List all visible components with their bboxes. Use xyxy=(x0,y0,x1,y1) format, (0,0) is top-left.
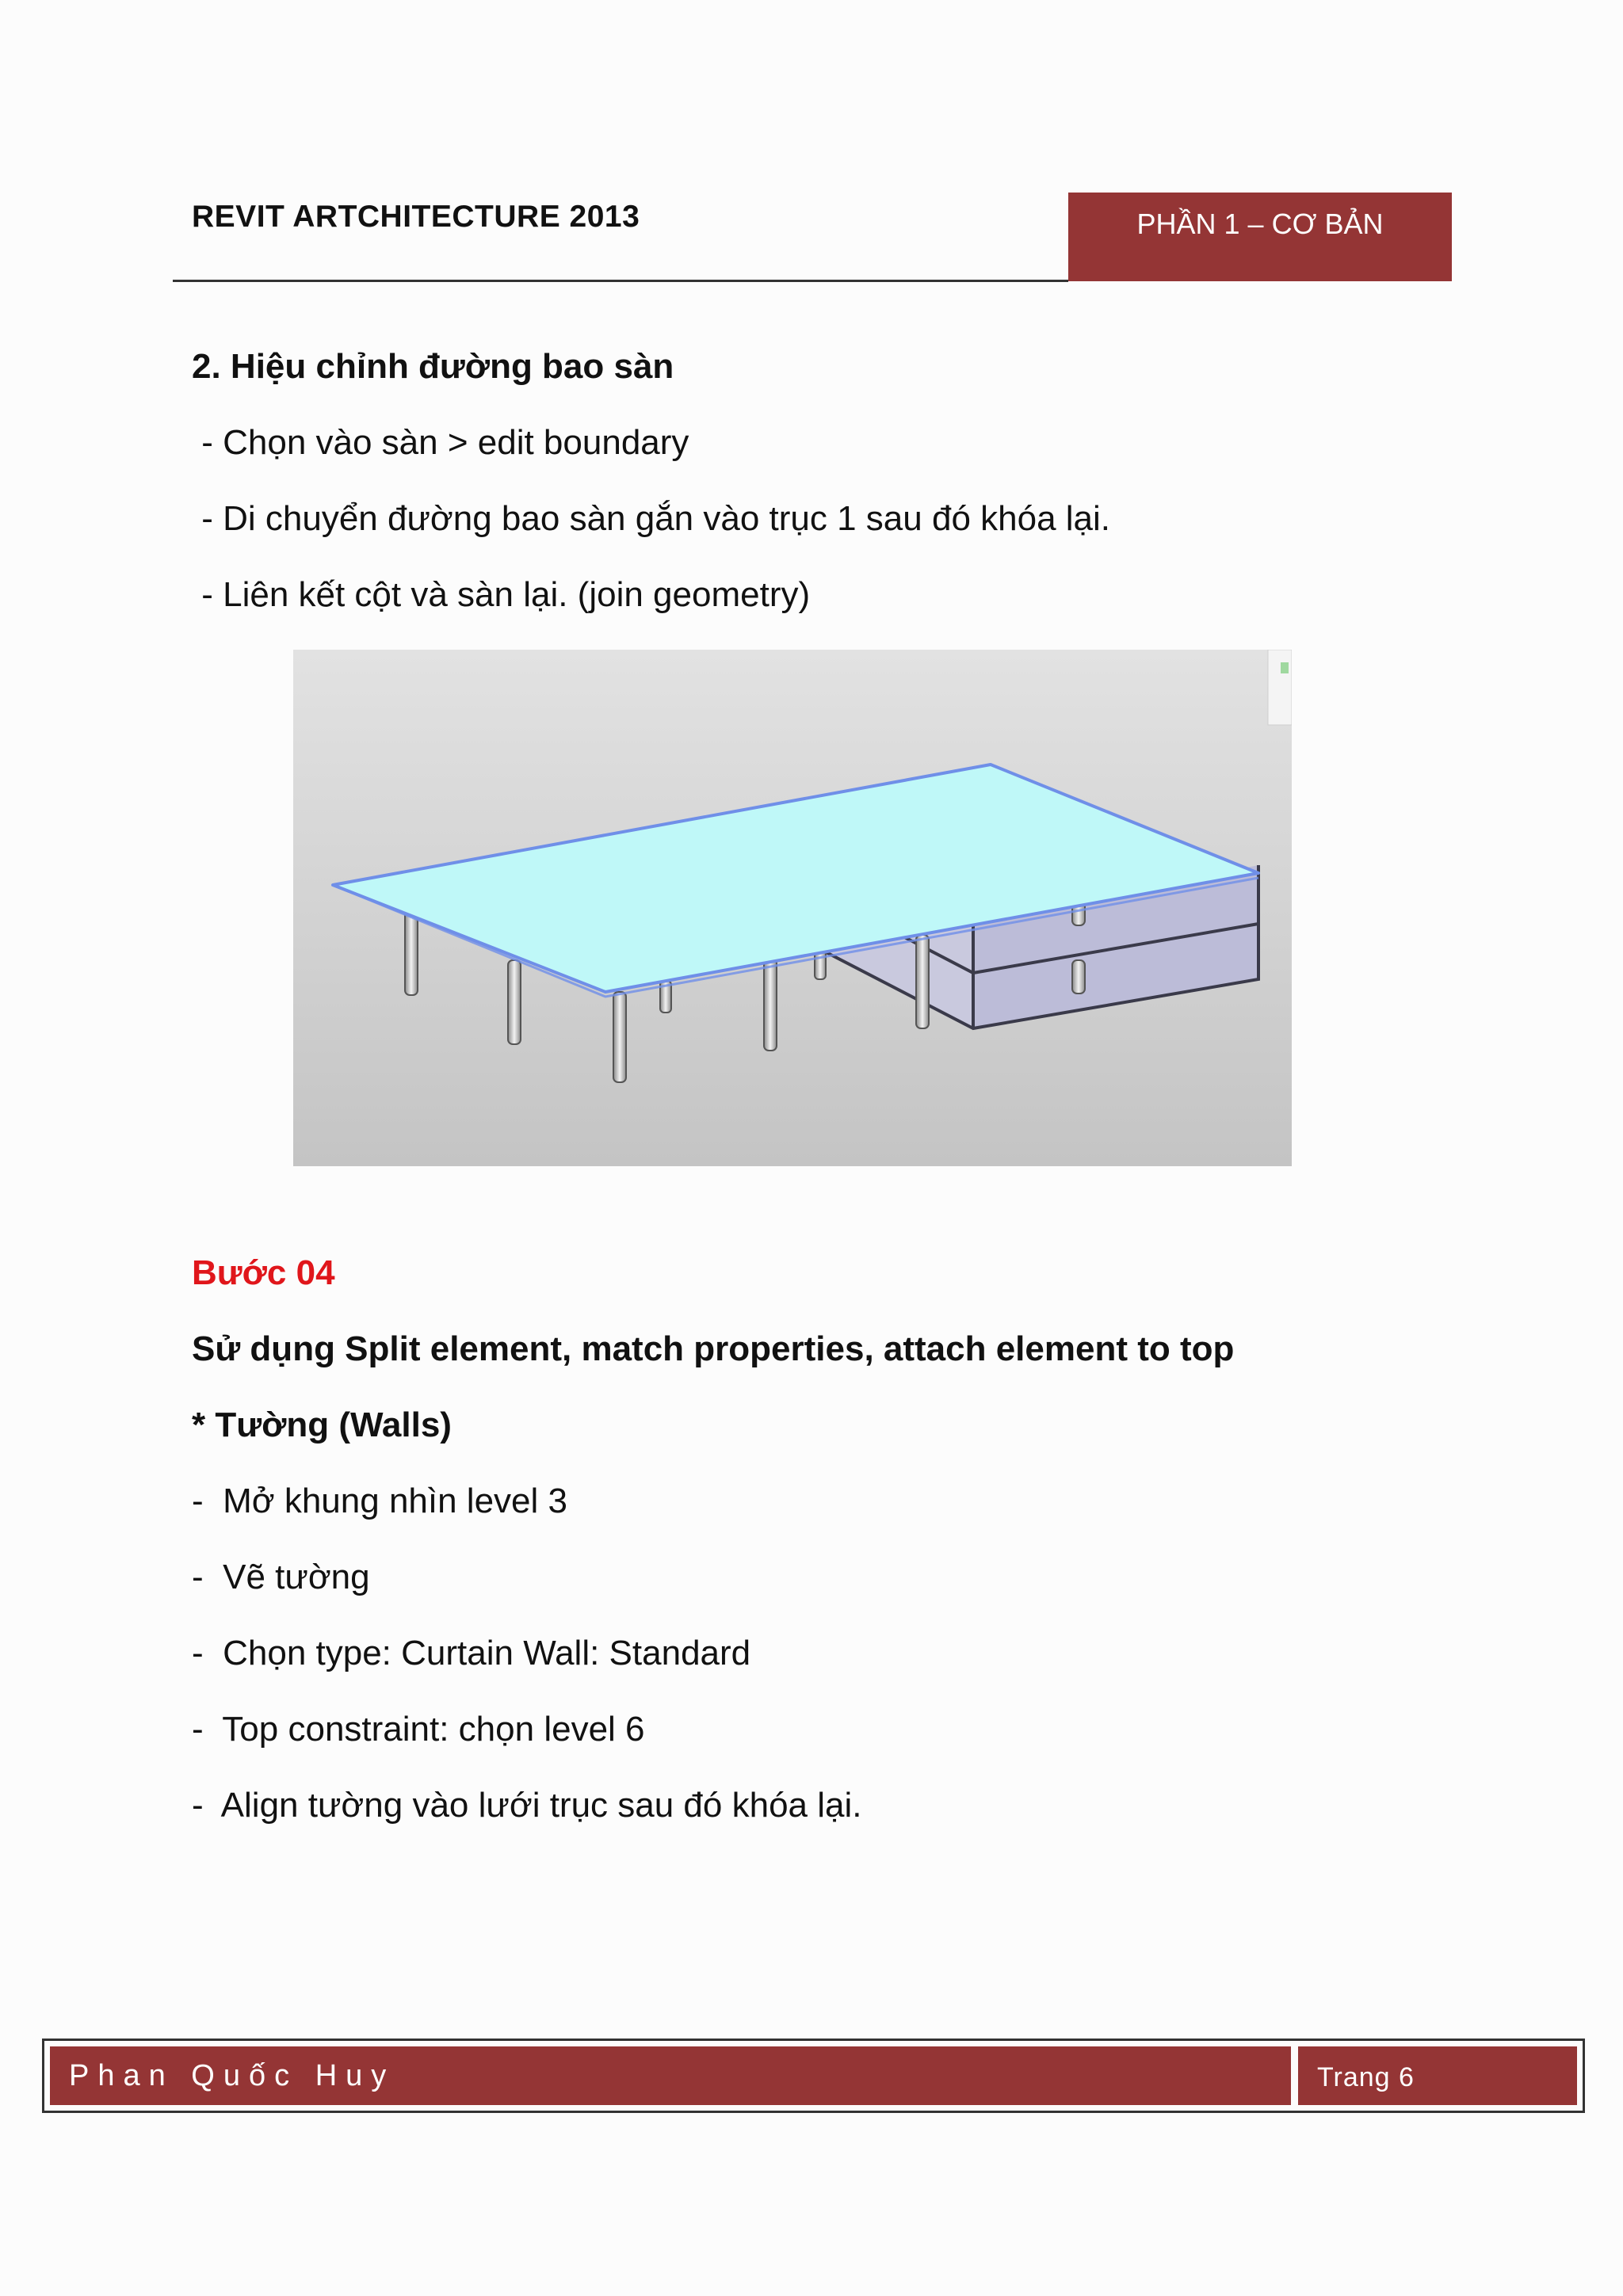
view-cube-marker-icon xyxy=(1281,662,1289,673)
list-item: - Chọn type: Curtain Wall: Standard xyxy=(192,1634,751,1672)
list-item: - Mở khung nhìn level 3 xyxy=(192,1482,567,1520)
list-item: - Align tường vào lưới trục sau đó khóa lại. xyxy=(192,1786,862,1825)
list-item: - Chọn vào sàn > edit boundary xyxy=(192,423,689,462)
column xyxy=(508,960,521,1044)
list-item: - Top constraint: chọn level 6 xyxy=(192,1710,645,1749)
step-title: Sử dụng Split element, match properties, attach element to top xyxy=(192,1329,1235,1368)
header-divider xyxy=(173,280,1068,282)
view-cube-edge xyxy=(1268,650,1292,725)
section-heading: 2. Hiệu chỉnh đường bao sàn xyxy=(192,347,674,386)
column xyxy=(1072,960,1085,994)
footer-author: Phan Quốc Huy xyxy=(50,2046,1291,2105)
page-number: Trang 6 xyxy=(1298,2046,1577,2105)
column xyxy=(764,959,777,1051)
list-item: - Di chuyển đường bao sàn gắn vào trục 1 sau đó khóa lại. xyxy=(192,499,1111,538)
subheading: * Tường (Walls) xyxy=(192,1405,452,1444)
step-label: Bước 04 xyxy=(192,1253,335,1292)
column xyxy=(405,911,418,995)
column xyxy=(916,935,929,1028)
list-item: - Vẽ tường xyxy=(192,1558,370,1596)
section-tab: PHẦN 1 – CƠ BẢN xyxy=(1068,193,1452,281)
document-header-title: REVIT ARTCHITECTURE 2013 xyxy=(192,200,640,234)
column xyxy=(613,992,626,1082)
floor-slab-3d-figure xyxy=(293,650,1292,1166)
list-item: - Liên kết cột và sàn lại. (join geometry) xyxy=(192,575,811,614)
